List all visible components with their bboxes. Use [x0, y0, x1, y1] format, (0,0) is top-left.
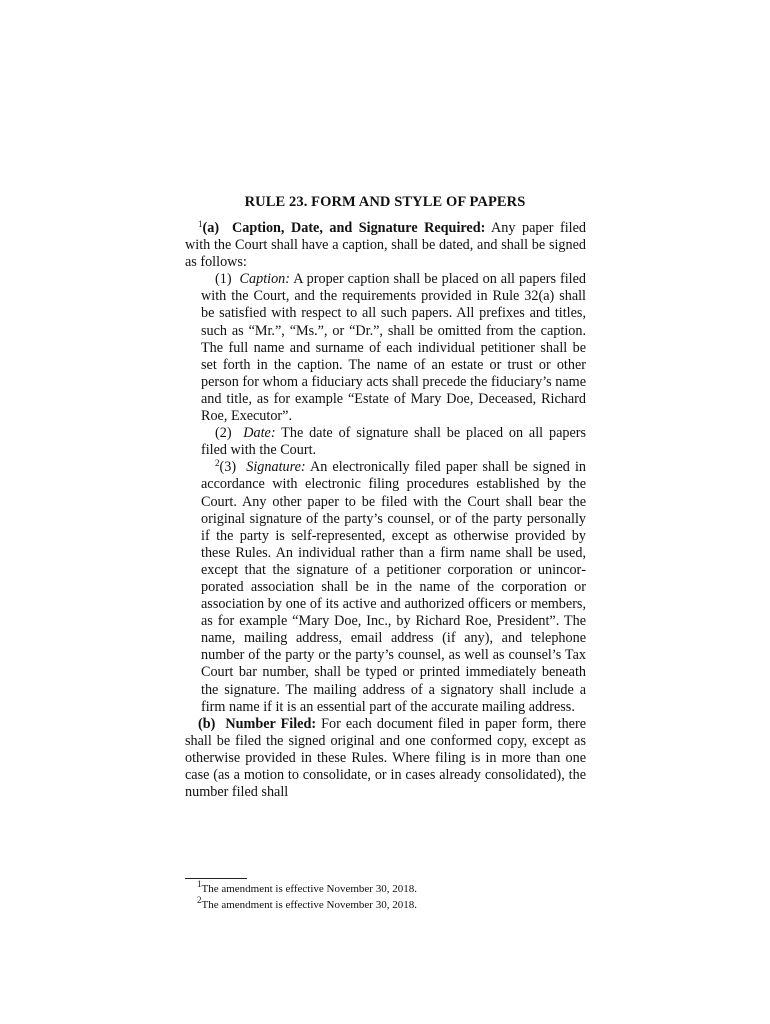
footnote-marker-2: 2: [215, 458, 220, 469]
paragraph-b-heading: Number Filed:: [225, 715, 317, 732]
footnote-1-marker: 1: [197, 879, 202, 889]
paragraph-a-text: Any paper filed with the Court shall have a caption, shall be dated, and shall be signed as follows:: [185, 220, 586, 271]
paragraph-a1-text: A proper caption shall be placed on all papers filed with the Court, and the requirements provided in Rule 32(a) shall be satisfied with respect to all such papers. All prefixes and titles, such as “Mr.”, “Ms.”, or “Dr.”, shall be omitted from the caption. The full name and surname of each individual petitioner shall be set forth in the caption. The name of an estate or trust or other person for whom a fiduciary acts shall precede the fiduciary’s name and title, as for example “Estate of Mary Doe, Deceased, Richard Roe, Executor”.: [201, 271, 587, 425]
paragraph-a3-heading: Signature:: [246, 459, 306, 476]
paragraph-a-heading: Caption, Date, and Signature Required:: [232, 220, 486, 236]
footnote-1-text: The amendment is effective November 30, 2018.: [201, 883, 417, 895]
footnote-2-text: The amendment is effective November 30, 2018.: [201, 898, 417, 911]
paragraph-a3-number: (3): [219, 459, 237, 476]
paragraph-a2-text: The date of signature shall be placed on all papers filed with the Court.: [201, 425, 587, 459]
paragraph-a1-heading: Caption:: [239, 271, 290, 288]
paragraph-a2: [201, 425, 586, 459]
footnote-marker-1: 1: [198, 219, 203, 229]
footnote-1: [185, 879, 586, 898]
paragraph-a2-number: (2): [215, 425, 232, 442]
paragraph-a3: [201, 459, 586, 715]
rule-body: [185, 220, 586, 801]
paragraph-b-text: For each document filed in paper form, there shall be filed the signed original and one conformed copy, except as otherwise provided in these Rules. Where filing is in more than one case (as a motion to consolidate, or in cases already consolidated), the number filed shall: [185, 715, 586, 801]
paragraph-a3-text: An electronically filed paper shall be signed in accordance with electronic filing procedures established by the Court. Any other paper to be filed with the Court shall bear the original signature of the party’s counsel, or of the party personally if the party is self-represented, except as otherwise provided by these Rules. An individual rather than a firm name shall be used, except that the signature of a petitioner corporation or unincorporated association shall be in the name of the corporation or association by one of its active and authorized officers or members, as for example “Mary Doe, Inc., by Richard Roe, President”. The name, mailing address, email address (if any), and telephone number of the party or the party’s counsel, as well as counsel’s Tax Court bar number, shall be typed or printed immediately beneath the signature. The mailing address of a signatory shall include a firm name if it is an essential part of the accurate mailing address.: [201, 459, 587, 715]
footnote-2: [185, 894, 586, 914]
paragraph-b-label: (b): [198, 715, 216, 732]
paragraph-a-label: (a): [202, 220, 220, 236]
paragraph-b: [185, 716, 586, 801]
footnote-2-marker: 2: [197, 894, 202, 905]
footnotes: [185, 879, 586, 913]
footnote-divider: [185, 878, 247, 879]
paragraph-a2-heading: Date:: [243, 425, 276, 442]
paragraph-a1-number: (1): [215, 271, 232, 288]
paragraph-a: [185, 220, 586, 271]
rule-title: RULE 23. FORM AND STYLE OF PAPERS: [244, 194, 526, 210]
paragraph-a1: [201, 271, 586, 425]
